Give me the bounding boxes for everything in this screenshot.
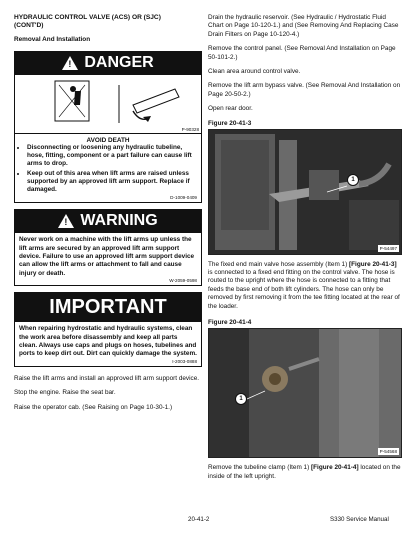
figure-reference: [Figure 20-41-3]	[349, 260, 397, 268]
danger-image-code: P-90328	[181, 127, 199, 132]
manual-title: S330 Service Manual	[330, 516, 389, 523]
step-text: Raise the lift arms and install an approved lift arm support device.	[14, 374, 200, 382]
warning-text-box	[14, 233, 202, 286]
figure-photo	[208, 129, 402, 255]
danger-heading: AVOID DEATH	[86, 137, 130, 144]
figure-code: P-54497	[379, 245, 397, 251]
callout-marker: 1	[235, 393, 247, 405]
step-text: Raise the operator cab. (See Raising on Page 10-30-1.)	[14, 403, 173, 411]
figure-photo	[208, 328, 402, 458]
page-number: 20-41-2	[188, 516, 210, 523]
warning-triangle-icon: !	[58, 214, 74, 228]
important-code: I-2003-0888	[172, 358, 197, 364]
step-text: Clean area around control valve.	[208, 68, 301, 76]
important-text-box	[14, 322, 202, 367]
danger-code: D-1009-0409	[170, 195, 197, 201]
warning-code: W-2059-0598	[169, 278, 197, 284]
figure-title: Figure 20-41-4	[208, 319, 252, 327]
crush-hazard-icon	[15, 75, 203, 133]
important-text: When repairing hydrostatic and hydraulic systems, clean the work area before disassembly and keep all parts clean. Always use caps and plugs on hoses, tubelines and ports to keep dirt out. Dirt can quickly damage the system.	[19, 325, 197, 358]
danger-list	[19, 144, 197, 194]
warning-text: Never work on a machine with the lift arms up unless the lift arms are secured by an approved lift arm support device. Failure to use an approved lift arm support device can allow the lift arms or attachment to fall and cause injury or death.	[19, 236, 195, 277]
step-text: Remove the control panel. (See Removal And Installation on Page 50-101-2.)	[208, 45, 396, 61]
step-text: Stop the engine. Raise the seat bar.	[14, 389, 116, 397]
danger-item: • Disconnecting or loosening any hydraulic tubeline, hose, fitting, component or a part failure can cause lift arms to drop.	[27, 144, 197, 169]
figure-description: Remove the tubeline clamp (Item 1) [Figure 20-41-4] located on the inside of the left upright.	[208, 464, 401, 480]
callout-marker: 1	[347, 174, 359, 186]
danger-illustration	[14, 75, 202, 134]
valve-photo-image	[209, 130, 402, 254]
step-text: Drain the hydraulic reservoir. (See Hydraulic / Hydrostatic Fluid Chart on Page 10-120-1.) and (See Removing And Replacing Case Drain Filters on Page 10-120-4.)	[208, 14, 399, 38]
step-text: Remove the lift arm bypass valve. (See Removal And Installation on Page 20-50-2.)	[208, 82, 401, 98]
figure-reference: [Figure 20-41-4]	[311, 464, 359, 472]
right-column	[208, 14, 402, 481]
warning-triangle-icon: !	[62, 56, 78, 70]
figure-title: Figure 20-41-3	[208, 119, 252, 127]
danger-item: • Keep out of this area when lift arms are raised unless supported by an approved lift arm support. Replace if damaged.	[27, 170, 197, 195]
figure-code: P-54568	[379, 449, 397, 455]
step-text: Open rear door.	[208, 105, 253, 113]
section-subtitle: Removal And Installation	[14, 36, 91, 43]
left-column	[14, 14, 202, 412]
important-banner: IMPORTANT	[14, 292, 202, 322]
warning-banner: ! WARNING	[14, 209, 202, 233]
danger-text-box	[14, 134, 202, 203]
section-title: HYDRAULIC CONTROL VALVE (ACS) OR (SJC) (CONT'D)	[14, 14, 161, 29]
figure-description: The fixed end main valve hose assembly (Item 1) [Figure 20-41-3] is connected to a fixed end fitting on the control valve. The hose is routed to the upright where the hose is connected to a fitting that feeds the base end of both lift cylinders. The hose can only be removed by first removing it from the tee fitting located at the rear of the loader.	[208, 260, 400, 310]
danger-banner: ! DANGER	[14, 51, 202, 75]
